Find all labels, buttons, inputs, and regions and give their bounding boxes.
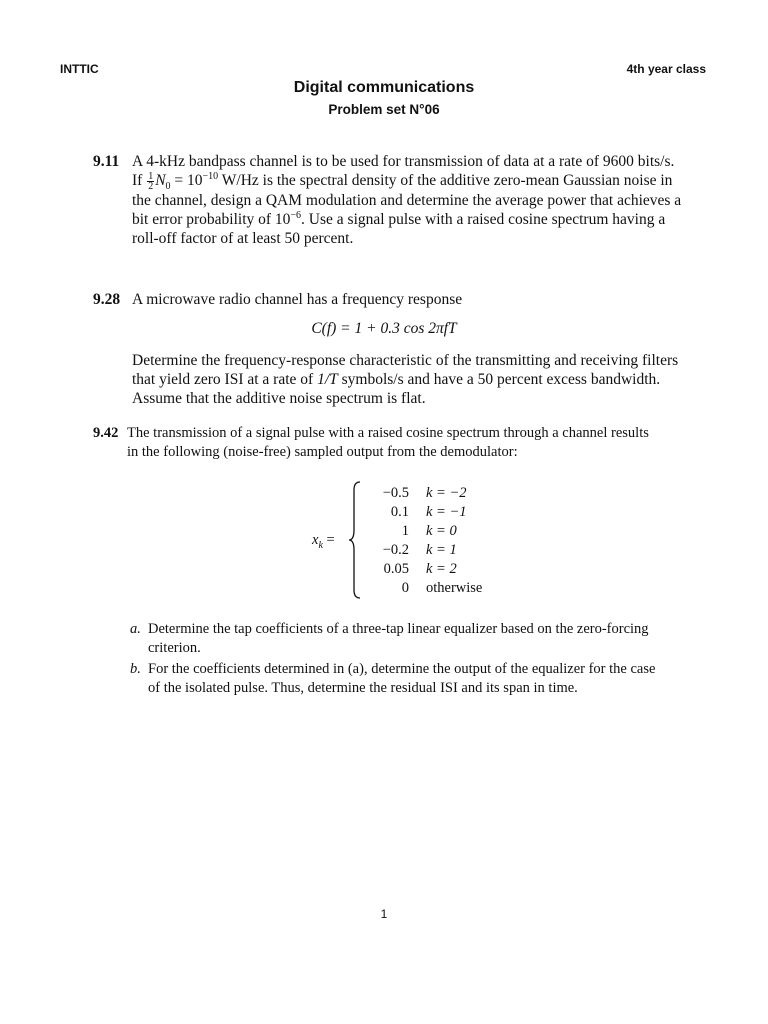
sub-question-label: b. xyxy=(130,661,141,677)
condition-column xyxy=(426,484,516,598)
text-line xyxy=(132,191,736,210)
exponent: −10 xyxy=(202,170,219,182)
noise-symbol: N xyxy=(155,172,166,189)
text-line-3: the channel, design a QAM modulation and determine the average power that achieves a xyxy=(132,191,682,209)
sample-condition: k = −1 xyxy=(426,504,467,520)
sample-subscript: k xyxy=(318,539,323,551)
sample-value: 0 xyxy=(401,580,409,596)
text-line: in the following (noise-free) sampled output from the demodulator: xyxy=(127,444,518,460)
sub-question-a xyxy=(130,620,690,658)
left-brace-icon xyxy=(348,480,362,600)
text-line xyxy=(132,370,736,389)
intro-text: A microwave radio channel has a frequency response xyxy=(132,291,463,308)
text-segment: W/Hz is the spectral density of the additive zero-mean Gaussian noise in xyxy=(218,172,673,189)
text-segment: = 10 xyxy=(170,172,203,189)
text-line xyxy=(132,210,736,229)
problem-body xyxy=(132,152,736,248)
text-line: of the isolated pulse. Thus, determine the residual ISI and its span in time. xyxy=(148,680,578,696)
equation-lhs xyxy=(312,532,335,549)
text-line xyxy=(132,290,736,309)
text-segment: that yield zero ISI at a rate of xyxy=(132,371,318,388)
problem-body xyxy=(132,351,736,408)
problem-number: 9.11 xyxy=(93,153,120,170)
value-column xyxy=(361,484,409,598)
sample-condition: k = −2 xyxy=(426,485,467,501)
problem-9-28 xyxy=(93,290,736,309)
text-segment: symbols/s and have a 50 percent excess bandwidth. xyxy=(337,371,661,388)
problem-number: 9.28 xyxy=(93,291,121,308)
sample-condition: k = 2 xyxy=(426,561,457,577)
text-line: For the coefficients determined in (a), determine the output of the equalizer for the case xyxy=(148,661,656,677)
problem-9-11 xyxy=(93,152,736,248)
sample-value: 1 xyxy=(401,523,409,539)
sub-question-label: a. xyxy=(130,621,141,637)
sub-question-b xyxy=(130,660,690,698)
symbol-rate: 1/T xyxy=(317,371,338,388)
sample-value: 0.05 xyxy=(383,561,409,577)
text-line: The transmission of a signal pulse with a raised cosine spectrum through a channel results xyxy=(127,425,649,441)
problem-number: 9.42 xyxy=(93,425,119,441)
sub-questions xyxy=(130,620,690,700)
sample-value: −0.5 xyxy=(382,485,409,501)
problem-9-42 xyxy=(93,424,653,462)
fraction-one-half xyxy=(147,172,154,191)
sample-value: 0.1 xyxy=(390,504,409,520)
problem-9-28-body xyxy=(93,351,736,408)
text-line-5: roll-off factor of at least 50 percent. xyxy=(132,229,354,247)
page-title: Digital communications xyxy=(293,79,475,96)
piecewise-definition xyxy=(308,480,508,600)
text-line: criterion. xyxy=(148,640,201,656)
text-line xyxy=(132,351,736,370)
class-label: 4th year class xyxy=(626,62,706,76)
text-line-1: A 4-kHz bandpass channel is to be used for transmission of data at a rate of 9600 bits/s. xyxy=(132,153,675,170)
text-line xyxy=(132,389,736,408)
equals-sign: = xyxy=(322,532,335,548)
text-segment: If xyxy=(132,172,143,189)
problem-body xyxy=(132,290,736,309)
equation-frequency-response: C(f) = 1 + 0.3 cos 2πfT xyxy=(311,320,457,337)
institution-label: INTTIC xyxy=(60,62,99,76)
problem-body xyxy=(127,424,653,462)
page-subtitle: Problem set N°06 xyxy=(328,102,440,117)
fraction-denominator: 2 xyxy=(148,180,154,192)
noise-subscript: 0 xyxy=(165,181,171,193)
exponent: −6 xyxy=(290,209,302,221)
text-segment: bit error probability of 10 xyxy=(132,210,291,228)
fraction-numerator: 1 xyxy=(148,170,154,182)
sample-condition: otherwise xyxy=(426,580,483,596)
text-line xyxy=(132,152,736,171)
text-segment: . Use a signal pulse with a raised cosine spectrum having a xyxy=(301,210,666,228)
text-line xyxy=(132,171,736,191)
sample-condition: k = 0 xyxy=(426,523,457,539)
sample-condition: k = 1 xyxy=(426,542,457,558)
page-number: 1 xyxy=(380,907,388,921)
text-line-1: Determine the frequency-response characteristic of the transmitting and receiving filters xyxy=(132,352,679,369)
text-line: Determine the tap coefficients of a three-tap linear equalizer based on the zero-forcing xyxy=(148,621,649,637)
sample-value: −0.2 xyxy=(382,542,409,558)
text-line-3: Assume that the additive noise spectrum is flat. xyxy=(132,390,426,407)
text-line xyxy=(132,229,736,248)
sample-symbol: x xyxy=(312,532,319,548)
